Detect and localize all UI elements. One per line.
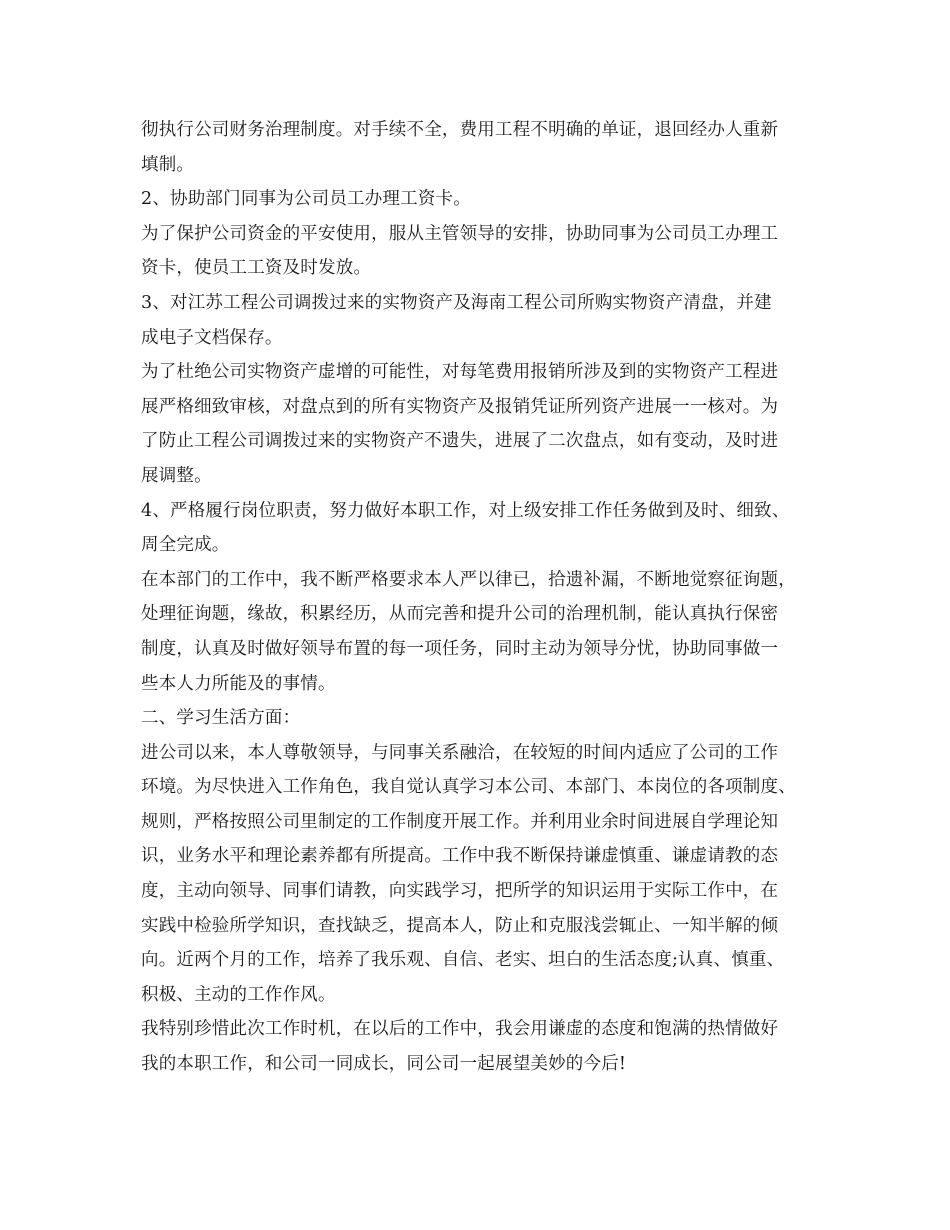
- text-line: 展调整。: [141, 465, 212, 486]
- text-line: 向。近两个月的工作，培养了我乐观、自信、老实、坦白的生活态度;认真、慎重、: [141, 950, 785, 971]
- text-line: 填制。: [141, 154, 195, 175]
- text-line: 为了杜绝公司实物资产虚增的可能性，对每笔费用报销所涉及到的实物资产工程进: [141, 362, 779, 383]
- text-line: 制度，认真及时做好领导布置的每一项任务，同时主动为领导分忧，协助同事做一: [141, 638, 779, 659]
- list-item-heading: 2、协助部门同事为公司员工办理工资卡。: [141, 189, 471, 210]
- text-line: 积极、主动的工作作风。: [141, 984, 336, 1005]
- text-line: 进公司以来，本人尊敬领导，与同事关系融洽，在较短的时间内适应了公司的工作: [141, 742, 779, 763]
- text-line: 些本人力所能及的事情。: [141, 673, 336, 694]
- text-line: 为了保护公司资金的平安使用，服从主管领导的安排，协助同事为公司员工办理工: [141, 223, 779, 244]
- text-line: 展严格细致审核，对盘点到的所有实物资产及报销凭证所列资产进展一一核对。为: [141, 396, 779, 417]
- text-line: 我特别珍惜此次工作时机，在以后的工作中，我会用谦虚的态度和饱满的热情做好: [141, 1019, 779, 1040]
- list-item-heading: 4、严格履行岗位职责，努力做好本职工作，对上级安排工作任务做到及时、细致、: [141, 500, 790, 521]
- text-line: 识，业务水平和理论素养都有所提高。工作中我不断保持谦虚慎重、谦虚请教的态: [141, 846, 779, 867]
- text-line: 在本部门的工作中，我不断严格要求本人严以律已，拾遗补漏，不断地觉察征询题，: [141, 569, 796, 590]
- text-line: 我的本职工作，和公司一同成长，同公司一起展望美妙的今后!: [141, 1054, 627, 1075]
- text-line: 实践中检验所学知识，查找缺乏，提高本人，防止和克服浅尝辄止、一知半解的倾: [141, 915, 779, 936]
- text-line: 彻执行公司财务治理制度。对手续不全，费用工程不明确的单证，退回经办人重新: [141, 120, 779, 140]
- text-line: 规则，严格按照公司里制定的工作制度开展工作。并利用业余时间进展自学理论知: [141, 811, 779, 832]
- list-item-heading: 3、对江苏工程公司调拨过来的实物资产及海南工程公司所购实物资产清盘，并建: [141, 292, 772, 313]
- text-line: 资卡，使员工工资及时发放。: [141, 258, 372, 279]
- text-line: 度，主动向领导、同事们请教，向实践学习，把所学的知识运用于实际工作中，在: [141, 881, 779, 902]
- text-line: 成电子文档保存。: [141, 327, 283, 348]
- document-body: [141, 113, 821, 1082]
- text-line: 周全完成。: [141, 535, 230, 556]
- text-line: 环境。为尽快进入工作角色，我自觉认真学习本公司、本部门、本岗位的各项制度、: [141, 777, 796, 798]
- section-heading: 二、学习生活方面：: [141, 708, 301, 729]
- text-line: 处理征询题，缘故，积累经历，从而完善和提升公司的治理机制，能认真执行保密: [141, 604, 779, 625]
- text-line: 了防止工程公司调拨过来的实物资产不遗失，进展了二次盘点，如有变动，及时进: [141, 431, 779, 452]
